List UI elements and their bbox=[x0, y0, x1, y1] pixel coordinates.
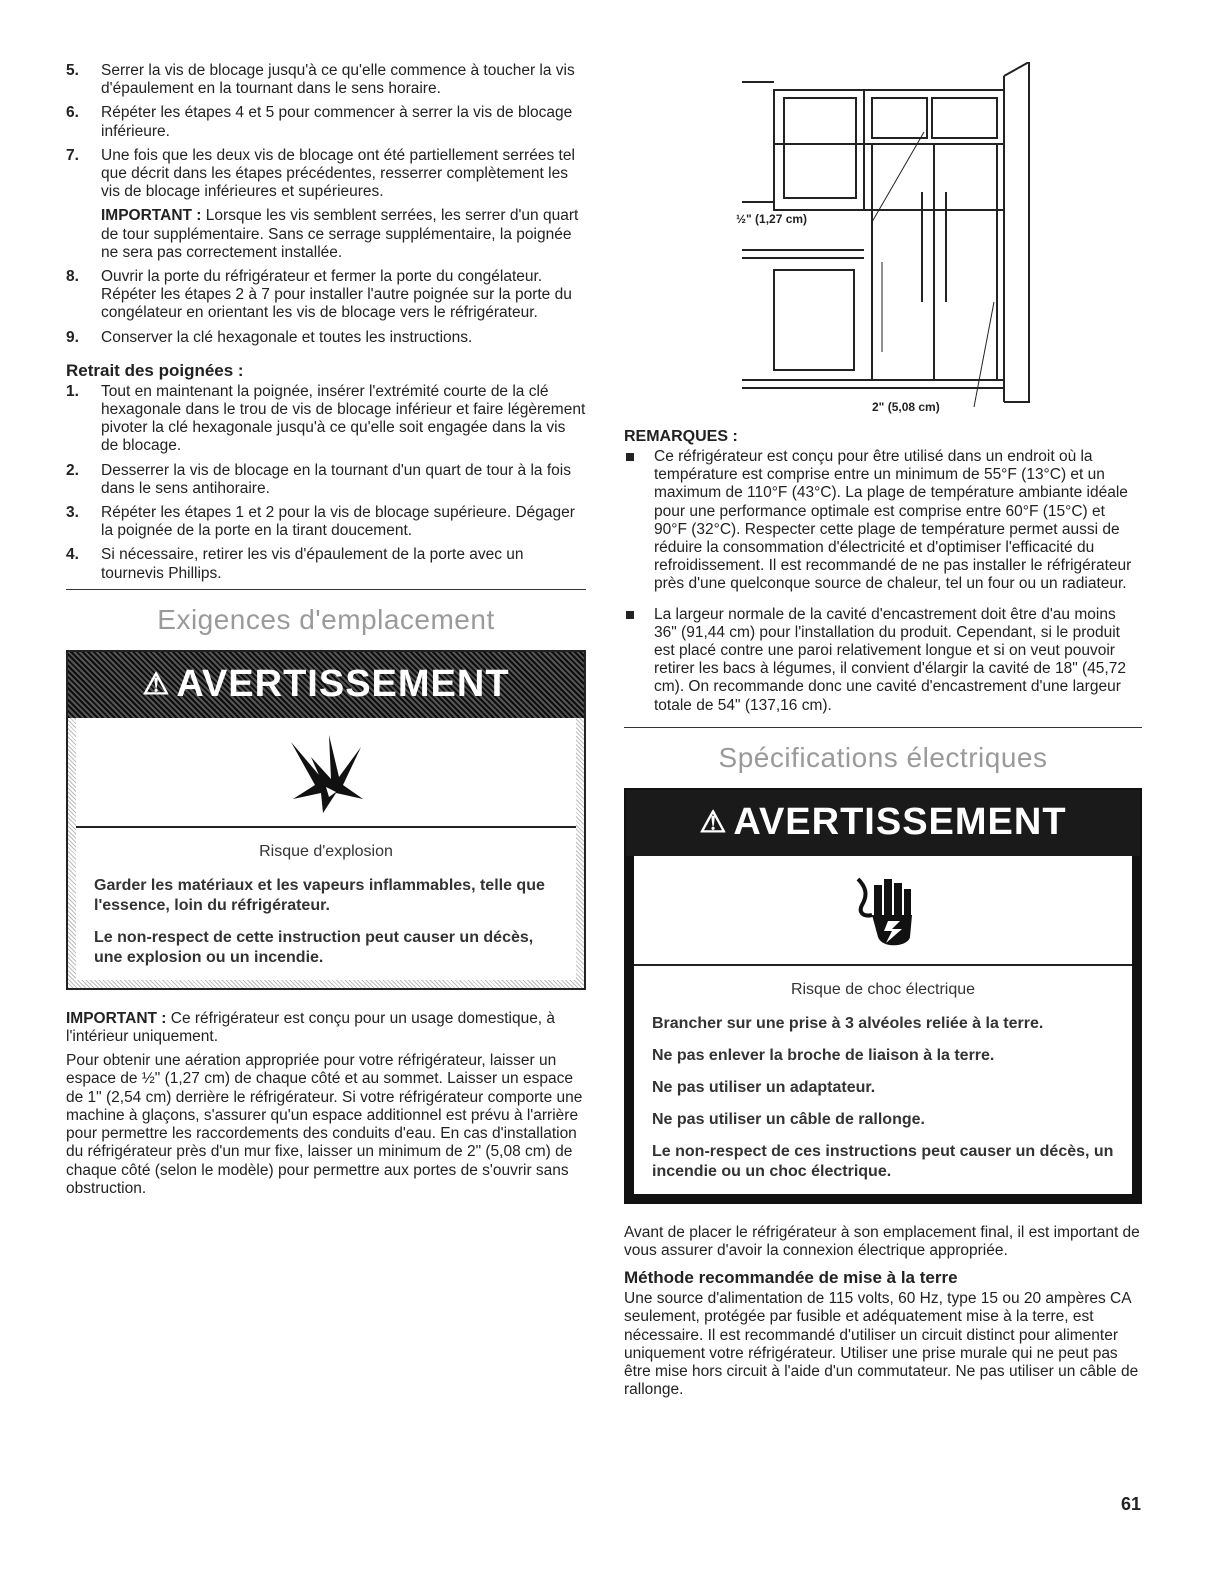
warning-line: Le non-respect de cette instruction peut causer un décès, une explosion ou un incendie. bbox=[94, 928, 534, 966]
section-title-location: Exigences d'emplacement bbox=[157, 603, 495, 635]
electric-shock-icon bbox=[634, 856, 1132, 966]
list-item: La largeur normale de la cavité d'encastrement doit être d'au moins 36" (91,44 cm) pour l'installation du produit. Cependant, si le produit est placé contre une paroi relativement longue et si on veut pouvoir retirer les bacs à légumes, il convient d'élargir la cavité de 18" (45,72 cm). On recommande donc une cavité d'encastrement d'une largeur totale de 54" (137,16 cm). bbox=[624, 606, 1142, 715]
warning-header: ⚠ AVERTISSEMENT bbox=[68, 652, 584, 718]
cabinet-refrigerator-diagram bbox=[624, 62, 1142, 420]
list-item: 1. Tout en maintenant la poignée, insérer l'extrémité courte de la clé hexagonale dans le trou de vis de blocage inférieur et faire légèrement pivoter la clé hexagonale jusqu'à ce qu'elle soit engagée dans la vis de blocage. bbox=[66, 382, 586, 455]
remarks-heading: REMARQUES : bbox=[624, 428, 738, 445]
warning-line: Ne pas utiliser un adaptateur. bbox=[652, 1078, 876, 1096]
warning-line: Ne pas utiliser un câble de rallonge. bbox=[652, 1110, 925, 1128]
warning-title: Risque de choc électrique bbox=[790, 980, 976, 998]
list-item: Ce réfrigérateur est conçu pour être utilisé dans un endroit où la température est comprise entre un minimum de 55°F (13°C) et un maximum de 110°F (43°C). La plage de température ambiante idéale pour une performance optimale est comprise entre 60°F (15°C) et 90°F (32°C). Respecter cette plage de température permet aussi de réduire la consommation d'électricité et d'optimiser l'efficacité du refroidissement. Il est recommandé de ne pas installer le réfrigérateur près d'une quelconque source de chaleur, tel un four ou un radiateur. bbox=[624, 448, 1142, 594]
list-item: 2. Desserrer la vis de blocage en la tournant d'un quart de tour à la fois dans le sens antihoraire. bbox=[66, 461, 571, 497]
section-divider bbox=[66, 589, 586, 590]
important-note: IMPORTANT : Lorsque les vis semblent serrées, les serrer d'un quart de tour supplémentaire. Sans ce serrage supplémentaire, la poignée ne sera pas correctement installée. bbox=[101, 207, 579, 261]
warning-line: Brancher sur une prise à 3 alvéoles reliée à la terre. bbox=[652, 1014, 1044, 1032]
clearance-label-bottom: 2" (5,08 cm) bbox=[872, 400, 940, 414]
warning-line: Ne pas enlever la broche de liaison à la terre. bbox=[652, 1046, 995, 1064]
important-paragraph: IMPORTANT : Ce réfrigérateur est conçu pour un usage domestique, à l'intérieur uniquement. bbox=[66, 1009, 556, 1046]
list-item: 6. Répéter les étapes 4 et 5 pour commencer à serrer la vis de blocage inférieure. bbox=[66, 104, 573, 140]
warning-triangle-icon: ⚠ bbox=[699, 806, 728, 840]
grounding-heading: Méthode recommandée de mise à la terre bbox=[624, 1268, 958, 1288]
list-item: 8. Ouvrir la porte du réfrigérateur et fermer la porte du congélateur. Répéter les étapes 2 à 7 pour installer l'autre poignée sur la porte du congélateur en orientant les vis de blocage vers le réfrigérateur. bbox=[66, 268, 572, 322]
electrical-warning-box bbox=[624, 788, 1142, 1204]
list-item: 3. Répéter les étapes 1 et 2 pour la vis de blocage supérieure. Dégager la poignée de la porte en la tirant doucement. bbox=[66, 504, 575, 540]
list-item: 4. Si nécessaire, retirer les vis d'épaulement de la porte avec un tournevis Phillips. bbox=[66, 546, 524, 582]
page-number: 61 bbox=[1120, 1494, 1141, 1514]
left-column bbox=[66, 62, 586, 1198]
right-column bbox=[624, 62, 1142, 1399]
warning-body bbox=[634, 966, 1132, 1194]
ventilation-paragraph: Pour obtenir une aération appropriée pour votre réfrigérateur, laisser un espace de ½" (1,27 cm) de chaque côté et au sommet. Laisser un espace de 1" (2,54 cm) derrière le réfrigérateur. Si votre réfrigérateur comporte une machine à glaçons, s'assurer qu'un espace additionnel est prévu à l'arrière pour permettre les raccordements des conduits d'eau. En cas d'installation du réfrigérateur près d'un mur fixe, laisser un minimum de 2" (5,08 cm) de chaque côté (selon le modèle) pour permettre aux portes de s'ouvrir sans obstruction. bbox=[66, 1052, 583, 1197]
warning-triangle-icon: ⚠ bbox=[142, 668, 171, 702]
install-steps-list bbox=[66, 62, 586, 347]
explosion-warning-box bbox=[66, 650, 586, 990]
section-title-electrical: Spécifications électriques bbox=[718, 741, 1048, 773]
bullet-icon bbox=[626, 453, 634, 461]
grounding-paragraph: Une source d'alimentation de 115 volts, 60 Hz, type 15 ou 20 ampères CA seulement, protégée par fusible et adéquatement mise à la terre, est nécessaire. Il est recommandé d'utiliser un circuit distinct pour alimenter uniquement votre réfrigérateur. Utiliser une prise murale qui ne peut pas être mise hors circuit à l'aide d'un commutateur. Ne pas utiliser un câble de rallonge. bbox=[624, 1290, 1139, 1399]
list-item: 9. Conserver la clé hexagonale et toutes les instructions. bbox=[66, 328, 473, 346]
clearance-diagram bbox=[624, 62, 1142, 420]
warning-title: Risque d'explosion bbox=[259, 842, 393, 860]
warning-line: Le non-respect de ces instructions peut causer un décès, un incendie ou un choc électrique. bbox=[652, 1142, 1114, 1180]
remarks-list bbox=[624, 448, 1142, 715]
removal-heading: Retrait des poignées : bbox=[66, 360, 244, 380]
section-divider bbox=[624, 727, 1142, 728]
warning-header: ⚠ AVERTISSEMENT bbox=[626, 790, 1140, 856]
list-item: 7. Une fois que les deux vis de blocage ont été partiellement serrées tel que décrit dans les étapes précédentes, resserrer complètement les vis de blocage inférieures et supérieures. IMPORTANT : Lorsque les vis semblent serrées, les serrer d'un quart de tour supplémentaire. Sans ce serrage supplémentaire, la poignée ne sera pas correctement installée. bbox=[66, 147, 586, 262]
removal-steps-list bbox=[66, 383, 586, 583]
bullet-icon bbox=[626, 611, 634, 619]
warning-body bbox=[76, 828, 576, 980]
warning-line: Garder les matériaux et les vapeurs inflammables, telle que l'essence, loin du réfrigérateur. bbox=[94, 876, 545, 914]
clearance-label-top: ½" (1,27 cm) bbox=[736, 212, 808, 226]
explosion-icon bbox=[76, 718, 576, 828]
list-item: 5. Serrer la vis de blocage jusqu'à ce qu'elle commence à toucher la vis d'épaulement en la tournant dans le sens horaire. bbox=[66, 62, 575, 98]
before-paragraph: Avant de placer le réfrigérateur à son emplacement final, il est important de vous assurer d'avoir la connexion électrique appropriée. bbox=[624, 1223, 1140, 1260]
